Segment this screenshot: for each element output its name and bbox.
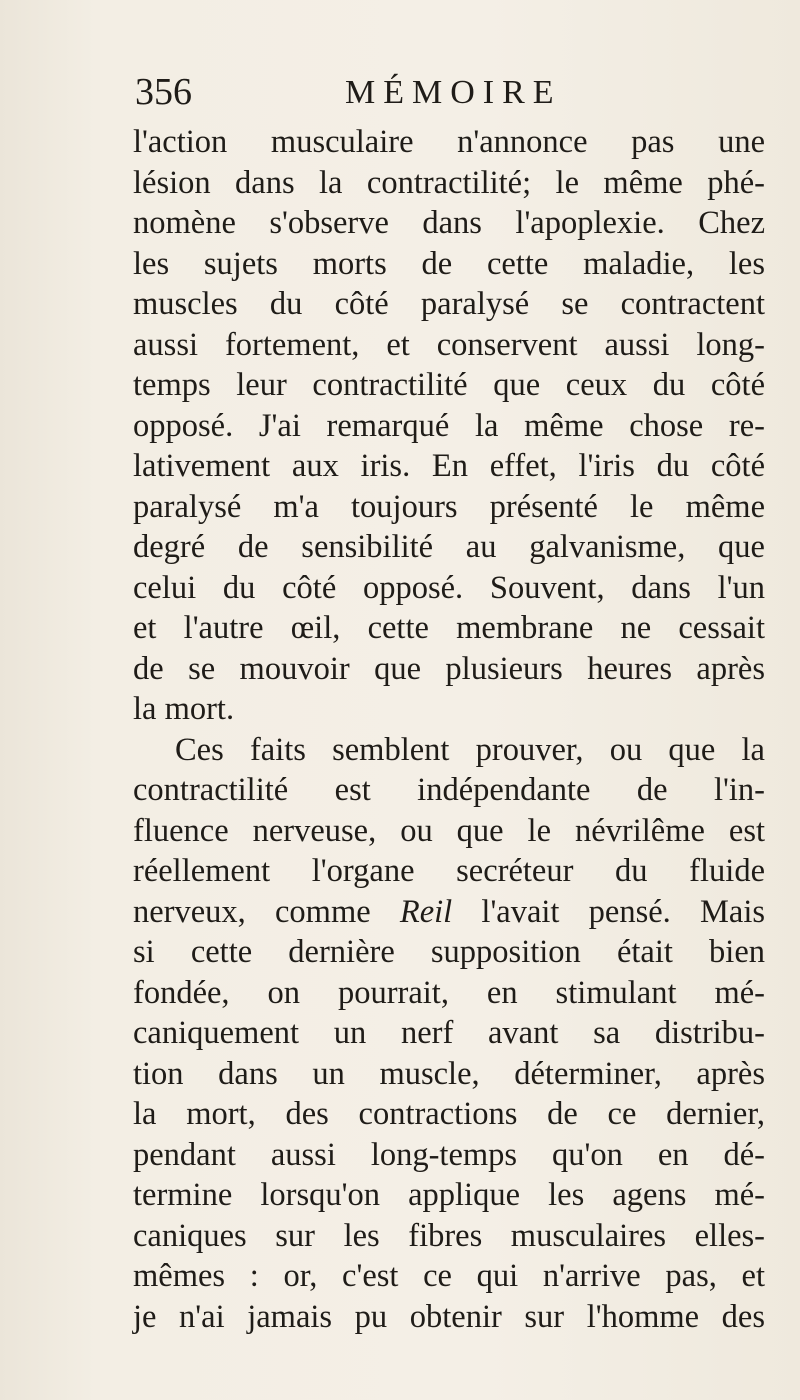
text-line: et l'autre œil, cette membrane ne cessait [133, 610, 765, 646]
text-line: aussi fortement, et conservent aussi long- [133, 326, 765, 363]
text-line: lésion dans la contractilité; le même phé- [133, 164, 765, 201]
text-fragment: nerveux, comme [133, 893, 371, 930]
body-text [133, 122, 765, 1337]
text-line: paralysé m'a toujours présenté le même [133, 488, 765, 525]
text-line: fondée, on pourrait, en stimulant mé- [133, 974, 765, 1011]
page-header [135, 70, 775, 118]
text-line: lativement aux iris. En effet, l'iris du côté [133, 448, 765, 484]
running-title: MÉMOIRE [345, 74, 562, 111]
text-line: les sujets morts de cette maladie, les [133, 245, 765, 282]
text-line: de se mouvoir que plusieurs heures après [133, 650, 765, 687]
italic-name-reil: Reil [399, 893, 453, 930]
text-line: si cette dernière supposition était bien [133, 934, 765, 970]
text-fragment: l'avait pensé. Mais [481, 893, 765, 930]
text-line: nomène s'observe dans l'apoplexie. Chez [133, 205, 765, 241]
text-line: contractilité est indépendante de l'in- [133, 772, 765, 808]
paragraph-end-line: la mort. [133, 691, 235, 727]
page-number: 356 [135, 71, 192, 113]
text-line: termine lorsqu'on applique les agens mé- [133, 1177, 765, 1213]
text-line: la mort, des contractions de ce dernier, [133, 1096, 765, 1132]
text-line: muscles du côté paralysé se contractent [133, 286, 765, 322]
text-line: celui du côté opposé. Souvent, dans l'un [133, 569, 765, 606]
text-line: pendant aussi long-temps qu'on en dé- [133, 1136, 765, 1173]
text-line: fluence nerveuse, ou que le névrilême est [133, 812, 765, 849]
text-line: temps leur contractilité que ceux du côté [133, 367, 765, 403]
text-line: je n'ai jamais pu obtenir sur l'homme des [133, 1298, 765, 1335]
text-line: caniquement un nerf avant sa distribu- [133, 1015, 765, 1051]
text-line: tion dans un muscle, déterminer, après [133, 1055, 765, 1092]
text-line: caniques sur les fibres musculaires elles- [133, 1217, 765, 1254]
text-line: mêmes : or, c'est ce qui n'arrive pas, et [133, 1258, 765, 1294]
text-line: opposé. J'ai remarqué la même chose re- [133, 407, 765, 444]
text-line-with-italic [133, 892, 765, 933]
paragraph-start-line: Ces faits semblent prouver, ou que la [175, 731, 765, 768]
text-line: réellement l'organe secréteur du fluide [133, 853, 765, 889]
text-line: degré de sensibilité au galvanisme, que [133, 529, 765, 565]
text-line: l'action musculaire n'annonce pas une [133, 124, 765, 160]
